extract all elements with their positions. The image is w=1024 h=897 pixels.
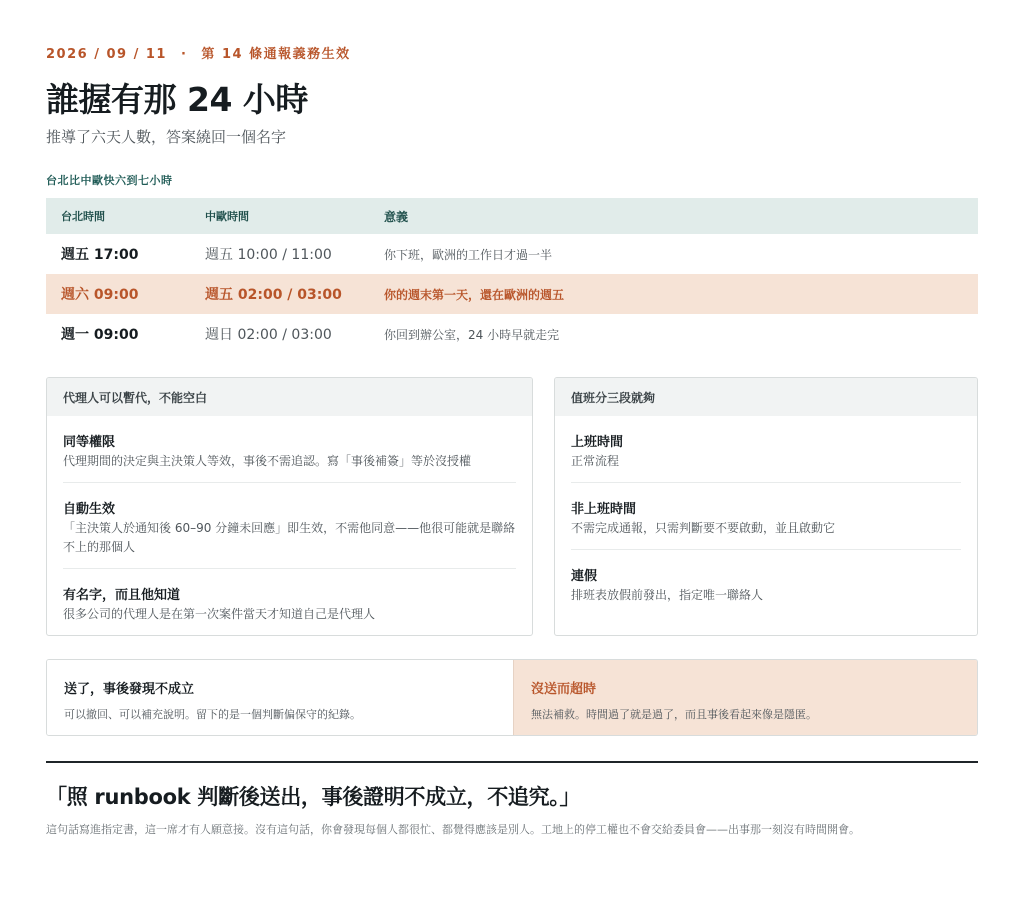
cell-taipei-time: 週五 17:00 — [61, 247, 139, 263]
comparison-sent-desc: 可以撤回、可以補充說明。留下的是一個判斷偏保守的紀錄。 — [64, 708, 361, 721]
column-header-cet: 中歐時間 — [205, 210, 249, 223]
cell-cet-time: 週五 10:00 / 11:00 — [205, 247, 332, 263]
kicker-separator: · — [180, 47, 188, 62]
item-description: 不需完成通報，只需判斷要不要啟動，並且啟動它 — [571, 521, 836, 535]
item-description: 排班表放假前發出，指定唯一聯絡人 — [571, 588, 764, 602]
item-description: 代理期間的決定與主決策人等效，事後不需追認。寫「事後補簽」等於沒授權 — [63, 454, 472, 468]
item-title: 非上班時間 — [571, 502, 637, 517]
table-row — [46, 314, 978, 354]
column-header-meaning: 意義 — [384, 209, 409, 224]
comparison-panel — [46, 659, 978, 736]
cell-meaning: 你回到辦公室，24 小時早就走完 — [384, 327, 560, 342]
cell-meaning: 你下班，歐洲的工作日才過一半 — [384, 247, 553, 262]
list-item — [571, 483, 961, 550]
comparison-sent — [47, 660, 513, 735]
publish-date: 2026 / 09 / 11 — [46, 47, 167, 62]
item-title: 有名字，而且他知道 — [63, 588, 181, 603]
list-item — [571, 416, 961, 483]
timezone-table-caption: 台北比中歐快六到七小時 — [46, 174, 173, 187]
page-title: 誰握有那 24 小時 — [46, 80, 308, 119]
item-title: 同等權限 — [63, 435, 116, 450]
item-title: 連假 — [571, 569, 598, 584]
comparison-sent-title: 送了，事後發現不成立 — [64, 682, 195, 697]
list-item — [63, 416, 516, 483]
cell-cet-time: 週五 02:00 / 03:00 — [205, 287, 342, 303]
page-subtitle: 推導了六天人數，答案繞回一個名字 — [46, 128, 287, 146]
table-row-highlighted — [46, 274, 978, 314]
section-divider — [46, 761, 978, 763]
closing-note: 這句話寫進指定書，這一席才有人願意接。沒有這句話，你會發現每個人都很忙、都覺得應該是別人。工地上的停工權也不會交給委員會——出事那一刻沒有時間開會。 — [46, 823, 860, 836]
table-header-row — [46, 198, 978, 234]
deputy-card — [46, 377, 533, 636]
list-item — [63, 483, 516, 569]
item-description: 正常流程 — [571, 454, 620, 468]
deputy-card-heading: 代理人可以暫代，不能空白 — [47, 378, 532, 416]
column-header-taipei: 台北時間 — [61, 210, 105, 223]
kicker — [46, 43, 351, 62]
comparison-not-sent-desc: 無法補救。時間過了就是過了，而且事後看起來像是隱匿。 — [531, 708, 817, 721]
comparison-not-sent-title: 沒送而超時 — [531, 682, 597, 697]
timezone-table — [46, 198, 978, 354]
comparison-not-sent — [513, 660, 977, 735]
item-title: 上班時間 — [571, 435, 624, 450]
pull-quote: 「照 runbook 判斷後送出，事後證明不成立，不追究。」 — [46, 785, 581, 809]
list-item — [63, 569, 516, 635]
cell-cet-time: 週日 02:00 / 03:00 — [205, 327, 332, 343]
shift-card — [554, 377, 978, 636]
item-description: 「主決策人於通知後 60–90 分鐘未回應」即生效，不需他同意——他很可能就是聯絡不上的那個人 — [63, 521, 516, 554]
cell-taipei-time: 週一 09:00 — [61, 327, 139, 343]
clause-label: 第 14 條通報義務生效 — [201, 47, 351, 62]
item-description: 很多公司的代理人是在第一次案件當天才知道自己是代理人 — [63, 607, 376, 621]
cell-meaning: 你的週末第一天，還在歐洲的週五 — [384, 287, 565, 302]
item-title: 自動生效 — [63, 502, 116, 517]
list-item — [571, 550, 961, 616]
cell-taipei-time: 週六 09:00 — [61, 287, 139, 303]
table-row — [46, 234, 978, 274]
shift-card-heading: 值班分三段就夠 — [555, 378, 977, 416]
